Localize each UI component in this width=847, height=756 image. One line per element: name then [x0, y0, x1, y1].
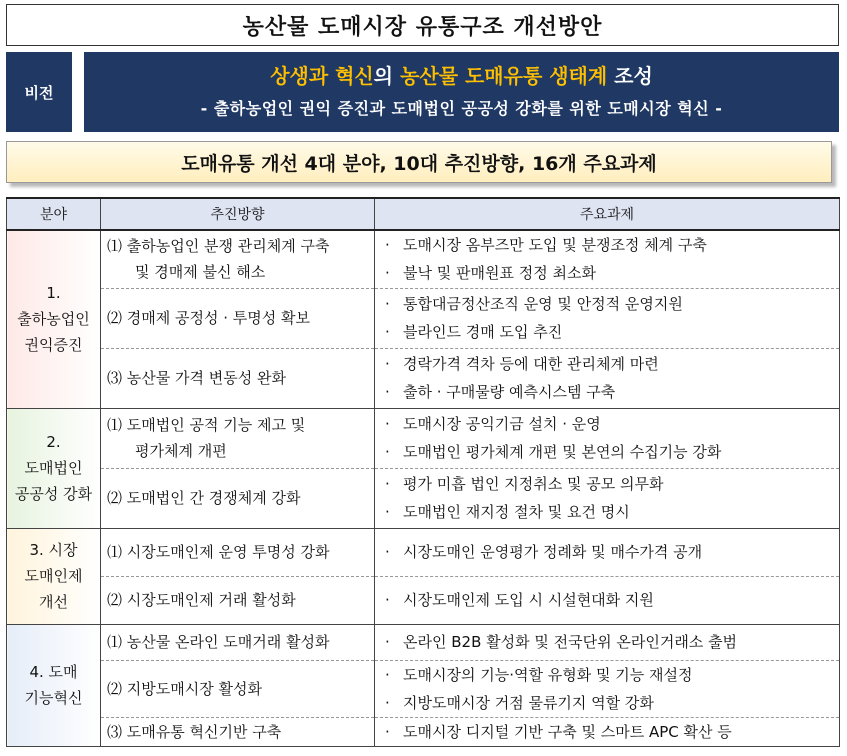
direction-label: 및 경매제 불신 해소 — [135, 263, 266, 282]
summary-banner: 도매유통 개선 4대 분야, 10대 추진방향, 16개 주요과제 — [6, 141, 832, 183]
task-label: 도매시장 옴부즈만 도입 및 분쟁조정 체계 구축 — [403, 236, 707, 255]
task-item — [385, 290, 839, 318]
vision-label: 비전 — [6, 52, 72, 132]
task-cell — [375, 348, 840, 408]
area-label-line: 3. 시장 — [29, 541, 78, 559]
direction-cell — [101, 624, 375, 660]
table-row — [7, 288, 840, 348]
direction-cell — [101, 528, 375, 576]
bullet-icon: · — [385, 543, 390, 561]
task-label: 시장도매인제 도입 시 시설현대화 지원 — [403, 591, 654, 609]
area-label-line: 공공성 강화 — [14, 485, 93, 503]
direction-label: ⑵ 시장도매인제 거래 활성화 — [107, 591, 296, 609]
task-cell — [375, 230, 840, 288]
vision-headline — [84, 60, 839, 89]
bullet-icon: · — [385, 591, 390, 609]
direction-cell — [101, 660, 375, 717]
area-label-line: 출하농업인 — [17, 310, 90, 329]
table-row — [7, 660, 840, 717]
task-cell — [375, 408, 840, 468]
task-label: 온라인 B2B 활성화 및 전국단위 온라인거래소 출범 — [403, 633, 738, 651]
direction-label: ⑵ 경매제 공정성 · 투명성 확보 — [107, 309, 310, 327]
direction-label: ⑶ 농산물 가격 변동성 완화 — [107, 369, 286, 387]
task-item — [385, 410, 839, 438]
bullet-icon: · — [385, 355, 390, 373]
task-label: 시장도매인 운영평가 정례화 및 매수가격 공개 — [403, 543, 703, 561]
vision-subtitle: - 출하농업인 권익 증진과 도매법인 공공성 강화를 위한 도매시장 혁신 - — [200, 99, 723, 118]
header-task: 주요과제 — [375, 198, 840, 230]
task-item — [385, 586, 839, 614]
task-item — [385, 718, 839, 746]
table-row — [7, 624, 840, 660]
task-item — [385, 318, 839, 346]
area-label-line: 권익증진 — [24, 336, 83, 355]
direction-label: ⑶ 도매유통 혁신기반 구축 — [107, 722, 282, 741]
direction-cell — [101, 288, 375, 348]
area-label-line: 2. — [46, 433, 61, 451]
bullet-icon: · — [385, 722, 390, 741]
bullet-icon: · — [385, 383, 390, 401]
task-cell — [375, 528, 840, 576]
task-label: 지방도매시장 거점 물류기지 역할 강화 — [403, 693, 654, 712]
task-label: 도매시장의 기능·역할 유형화 및 기능 재설정 — [403, 665, 693, 684]
area-label-line: 1. — [46, 284, 61, 303]
vision-headline-part4: 조성 — [607, 64, 653, 88]
area-cell — [7, 528, 101, 624]
area-label-line: 개선 — [39, 593, 68, 611]
bullet-icon: · — [385, 323, 390, 341]
bullet-icon: · — [385, 475, 390, 493]
bullet-icon: · — [385, 415, 390, 433]
task-cell — [375, 288, 840, 348]
vision-headline-part1: 상생과 혁신 — [270, 64, 374, 88]
task-label: 도매법인 재지정 절차 및 요건 명시 — [403, 503, 630, 521]
task-item — [385, 231, 839, 259]
direction-label: ⑴ 농산물 온라인 도매거래 활성화 — [107, 633, 330, 651]
direction-cell — [101, 348, 375, 408]
task-cell — [375, 576, 840, 624]
direction-cell — [101, 408, 375, 468]
direction-cell — [101, 468, 375, 528]
area-label-line: 도매인제 — [24, 567, 83, 585]
task-item — [385, 378, 839, 406]
vision-body — [84, 52, 839, 132]
bullet-icon: · — [385, 693, 390, 712]
bullet-icon: · — [385, 443, 390, 461]
bullet-icon: · — [385, 503, 390, 521]
task-item — [385, 661, 839, 689]
table-row — [7, 528, 840, 576]
task-item — [385, 350, 839, 378]
direction-label: ⑴ 출하농업인 분쟁 관리체계 구축 — [107, 237, 330, 256]
task-label: 도매법인 평가체계 개편 및 본연의 수집기능 강화 — [403, 443, 722, 461]
area-label-line: 기능혁신 — [24, 689, 83, 707]
vision-headline-part3: 농산물 도매유통 생태계 — [400, 64, 608, 88]
table-row — [7, 576, 840, 624]
direction-cell — [101, 230, 375, 288]
direction-label: ⑴ 도매법인 공적 기능 제고 및 — [107, 416, 306, 434]
task-cell — [375, 468, 840, 528]
area-cell — [7, 230, 101, 408]
task-label: 통합대금정산조직 운영 및 안정적 운영지원 — [403, 295, 683, 313]
bullet-icon: · — [385, 665, 390, 684]
task-label: 불낙 및 판매원표 정정 최소화 — [403, 264, 596, 283]
task-item — [385, 438, 839, 466]
vision-headline-part2: 의 — [373, 64, 401, 88]
task-item — [385, 498, 839, 526]
task-item — [385, 538, 839, 566]
area-cell — [7, 408, 101, 528]
task-label: 평가 미흡 법인 지정취소 및 공모 의무화 — [403, 475, 664, 493]
task-label: 출하 · 구매물량 예측시스템 구축 — [403, 383, 616, 401]
task-label: 경락가격 격차 등에 대한 관리체계 마련 — [403, 355, 659, 373]
table-header-row — [7, 198, 840, 230]
task-item — [385, 470, 839, 498]
direction-label: ⑴ 시장도매인제 운영 투명성 강화 — [107, 543, 330, 561]
table-row — [7, 230, 840, 288]
page-title: 농산물 도매시장 유통구조 개선방안 — [6, 4, 839, 46]
direction-label: 평가체계 개편 — [135, 442, 227, 460]
area-label-line: 4. 도매 — [29, 663, 78, 681]
header-direction: 추진방향 — [101, 198, 375, 230]
task-cell — [375, 717, 840, 746]
vision-banner — [6, 52, 839, 132]
table-row — [7, 408, 840, 468]
area-label-line: 도매법인 — [24, 459, 83, 477]
task-item — [385, 689, 839, 717]
direction-label: ⑵ 지방도매시장 활성화 — [107, 679, 262, 698]
table-row — [7, 468, 840, 528]
bullet-icon: · — [385, 236, 390, 255]
task-cell — [375, 624, 840, 660]
direction-label: ⑵ 도매법인 간 경쟁체계 강화 — [107, 489, 301, 507]
task-label: 도매시장 공익기금 설치 · 운영 — [403, 415, 601, 433]
direction-cell — [101, 576, 375, 624]
task-item — [385, 628, 839, 656]
bullet-icon: · — [385, 264, 390, 283]
task-label: 도매시장 디지털 기반 구축 및 스마트 APC 확산 등 — [403, 722, 732, 741]
task-item — [385, 259, 839, 287]
direction-cell — [101, 717, 375, 746]
task-label: 블라인드 경매 도입 추진 — [403, 323, 563, 341]
bullet-icon: · — [385, 295, 390, 313]
table-row — [7, 717, 840, 746]
table-row — [7, 348, 840, 408]
task-cell — [375, 660, 840, 717]
area-cell — [7, 624, 101, 746]
task-table — [6, 197, 840, 747]
header-area: 분야 — [7, 198, 101, 230]
table-body — [7, 230, 840, 746]
bullet-icon: · — [385, 633, 390, 651]
